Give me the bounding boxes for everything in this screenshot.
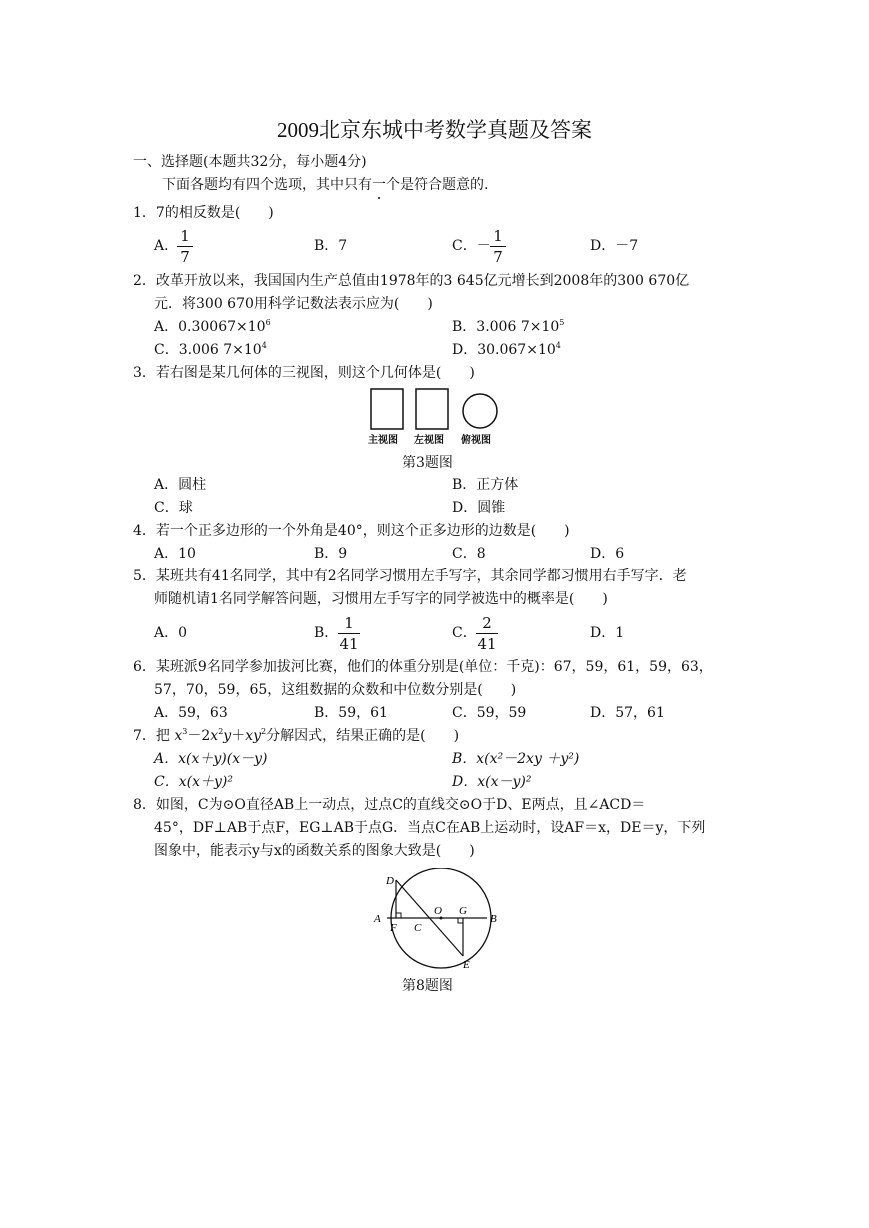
- top-view-circle: [463, 394, 497, 428]
- q2-option-a: [154, 318, 271, 336]
- left-view-rect: [416, 389, 448, 429]
- label-b: B: [490, 913, 497, 925]
- front-view-rect: [371, 389, 403, 429]
- q5-option-c-label: C．: [452, 625, 477, 641]
- q5-option-b-label: B．: [314, 625, 339, 641]
- q5-c-denominator: 41: [477, 635, 497, 653]
- q3-option-b: B．正方体: [452, 477, 519, 493]
- q2-d-exponent: 4: [555, 341, 561, 350]
- q1-c-denominator: 7: [493, 248, 503, 266]
- q7-option-b: B．x(x²－2xy ＋y²): [452, 751, 580, 767]
- q2-c-exponent: 4: [261, 341, 267, 350]
- label-c: C: [414, 922, 422, 934]
- q6-option-a: A．59，63: [154, 705, 228, 721]
- q5-option-b-fraction: [338, 614, 360, 653]
- q8-circle-figure: [368, 868, 502, 972]
- section-heading: 一、选择题(本题共32分，每小题4分): [133, 154, 367, 170]
- q1-c-numerator: 1: [493, 227, 503, 245]
- page-title: 2009北京东城中考数学真题及答案: [277, 118, 592, 142]
- q6-stem-line2: 57，70，59，65，这组数据的众数和中位数分别是( ): [154, 682, 517, 698]
- q3-front-view-label: 主视图: [368, 435, 398, 446]
- q7-stem-post: 分解因式，结果正确的是( ): [266, 728, 460, 744]
- q4-option-c: C．8: [452, 546, 486, 562]
- q3-option-a: A．圆柱: [154, 477, 207, 493]
- q2-option-b: [452, 318, 564, 336]
- q6-stem-line1: 6．某班派9名同学参加拔河比赛，他们的体重分别是(单位：千克)：67，59，61，59，63，: [133, 659, 713, 675]
- q1-option-a-fraction: [177, 227, 193, 266]
- q1-option-a-label: A．: [154, 238, 179, 254]
- q6-option-b: B．59，61: [314, 705, 388, 721]
- q8-caption: 第8题图: [402, 978, 453, 994]
- q8-stem-line3: 图象中，能表示y与x的函数关系的图象大致是( ): [154, 843, 475, 859]
- q5-stem-line2: 师随机请1名同学解答问题，习惯用左手写字的同学被选中的概率是( ): [154, 591, 608, 607]
- q4-stem: 4．若一个正多边形的一个外角是40°，则这个正多边形的边数是( ): [133, 523, 570, 539]
- q4-option-a: A．10: [154, 546, 196, 562]
- label-f: F: [390, 922, 397, 934]
- q3-left-view-label: 左视图: [414, 435, 444, 446]
- label-d: D: [386, 875, 394, 887]
- q3-option-c: C．球: [154, 500, 193, 516]
- q6-option-d: D．57，61: [590, 705, 665, 721]
- q6-option-c: C．59，59: [452, 705, 527, 721]
- q2-option-d: [452, 341, 561, 359]
- label-e: E: [463, 959, 470, 971]
- q7-stem-pre: 7．把: [133, 728, 170, 744]
- q7-option-c: C．x(x＋y)²: [154, 774, 233, 790]
- q4-option-b: B．9: [314, 546, 348, 562]
- q2-stem-line2: 元．将300 670用科学记数法表示应为( ): [154, 296, 433, 312]
- instruction-post: 个是符合题意的.: [386, 177, 489, 193]
- q5-b-denominator: 41: [339, 635, 359, 653]
- q2-c-text: C．3.006 7×10: [154, 342, 262, 358]
- label-o: O: [434, 905, 442, 917]
- q8-stem-line1: 8．如图，C为⊙O直径AB上一动点，过点C的直线交⊙O于D、E两点，且∠ACD＝: [133, 797, 646, 813]
- label-a: A: [374, 913, 381, 925]
- q7-option-d: D．x(x－y)²: [452, 774, 532, 790]
- q7-stem: 7．把 $x^3-2x^2y+xy^2$分解因式，结果正确的是( ): [133, 727, 460, 744]
- q3-option-d: D．圆锥: [452, 500, 506, 516]
- q2-stem-line1: 2．改革开放以来，我国国内生产总值由1978年的3 645亿元增长到2008年的300 670亿: [133, 273, 690, 289]
- label-g: G: [459, 905, 467, 917]
- q1-option-d: D．－7: [590, 238, 639, 254]
- q3-top-view-label: 俯视图: [461, 435, 491, 446]
- q1-option-c-label: C．－: [452, 238, 491, 254]
- right-angle-f: [396, 913, 401, 918]
- right-angle-g: [458, 918, 463, 923]
- instruction-pre: 下面各题均有四个选项，其中只有: [162, 177, 372, 193]
- q5-option-c-fraction: [476, 614, 498, 653]
- q3-stem: 3．若右图是某几何体的三视图，则这个几何体是( ): [133, 365, 475, 381]
- q1-option-c-fraction: [490, 227, 506, 266]
- q2-option-c: [154, 341, 267, 359]
- q5-stem-line1: 5．某班共有41名同学，其中有2名同学习惯用左手写字，其余同学都习惯用右手写字．老: [133, 568, 687, 584]
- q2-d-text: D．30.067×10: [452, 342, 556, 358]
- q5-option-a: A．0: [154, 625, 188, 641]
- q2-b-exponent: 5: [559, 318, 565, 327]
- q4-option-d: D．6: [590, 546, 625, 562]
- q1-stem: 1．7的相反数是( ): [133, 205, 274, 221]
- q2-a-exponent: 6: [265, 318, 271, 327]
- q5-option-d: D．1: [590, 625, 625, 641]
- q5-b-numerator: 1: [344, 614, 354, 632]
- q1-a-denominator: 7: [180, 248, 190, 266]
- q1-option-b: B．7: [314, 238, 348, 254]
- instruction-emphasis: 一: [372, 177, 386, 193]
- q5-c-numerator: 2: [482, 614, 492, 632]
- q7-option-a: A．x(x＋y)(x－y): [154, 751, 268, 767]
- q8-stem-line2: 45°，DF⊥AB于点F，EG⊥AB于点G．当点C在AB上运动时，设AF＝x，DE＝y，下列: [154, 820, 706, 836]
- q2-b-text: B．3.006 7×10: [452, 319, 560, 335]
- q3-caption: 第3题图: [402, 455, 453, 471]
- q1-a-numerator: 1: [180, 227, 190, 245]
- section-instruction: [162, 176, 488, 194]
- q2-a-text: A．0.30067×10: [154, 319, 266, 335]
